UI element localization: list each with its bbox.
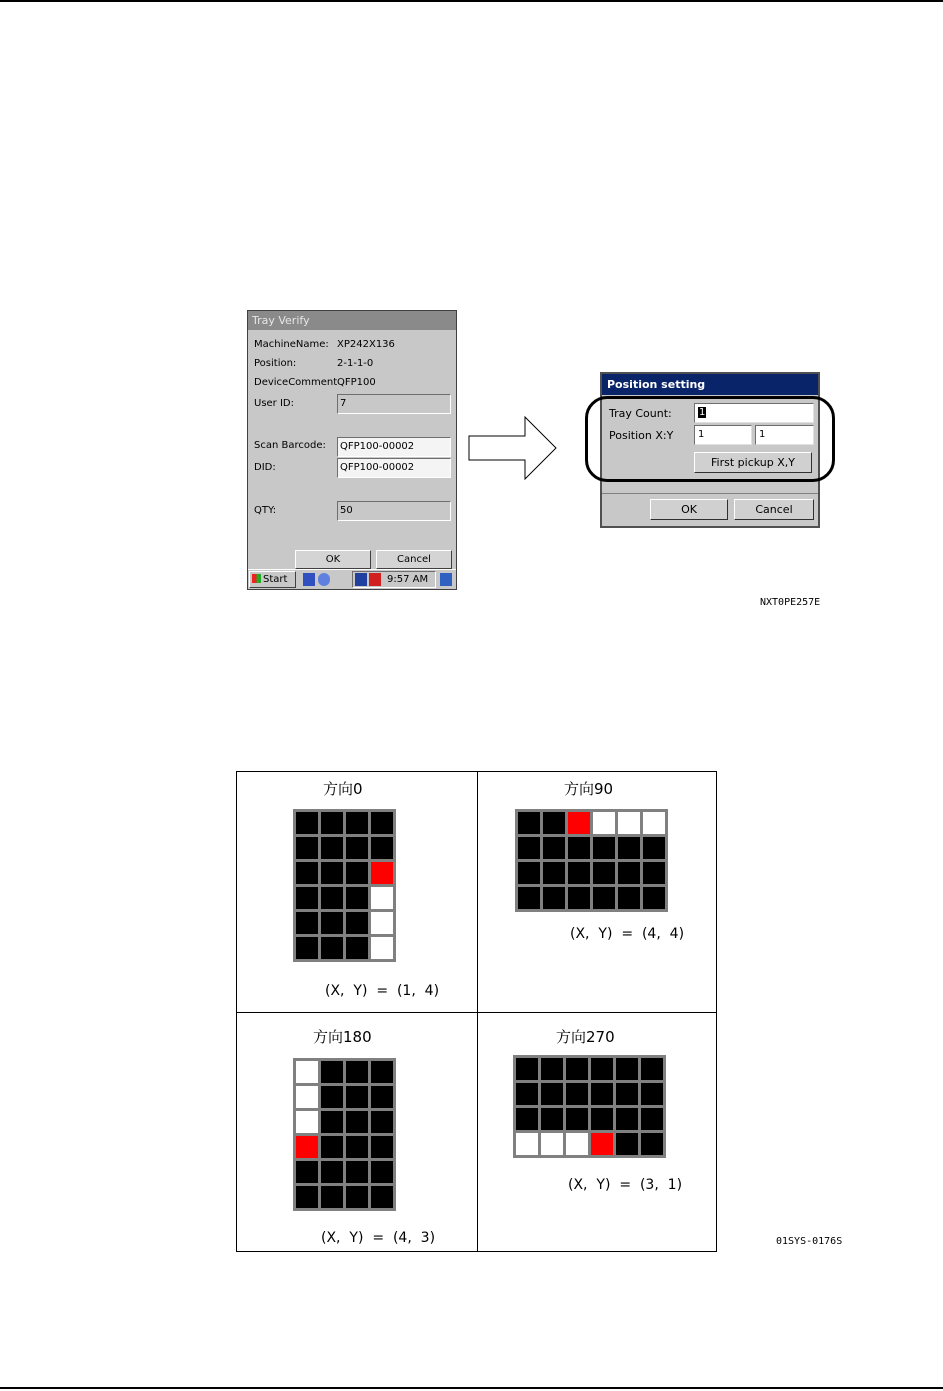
page-bottom-rule xyxy=(0,1387,943,1389)
tray-grid xyxy=(513,1055,666,1158)
filled-cell xyxy=(543,862,565,884)
filled-cell xyxy=(296,837,318,859)
first-pickup-cell xyxy=(591,1133,613,1155)
filled-cell xyxy=(346,912,368,934)
coordinate-label: (X, Y) = (3, 1) xyxy=(568,1177,683,1193)
empty-cell xyxy=(516,1133,538,1155)
start-button[interactable] xyxy=(249,571,296,588)
page-top-rule xyxy=(0,0,943,2)
filled-cell xyxy=(296,1186,318,1208)
filled-cell xyxy=(518,812,540,834)
tray-grid xyxy=(515,809,668,912)
empty-cell xyxy=(371,912,393,934)
coordinate-label: (X, Y) = (4, 4) xyxy=(570,926,685,942)
filled-cell xyxy=(296,937,318,959)
filled-cell xyxy=(346,862,368,884)
filled-cell xyxy=(346,1186,368,1208)
filled-cell xyxy=(371,1111,393,1133)
network-icon[interactable] xyxy=(355,573,367,586)
filled-cell xyxy=(566,1058,588,1080)
scan-barcode-field[interactable]: QFP100-00002 xyxy=(337,437,451,457)
filled-cell xyxy=(296,887,318,909)
device-comment-label: DeviceComment xyxy=(254,377,338,388)
filled-cell xyxy=(346,837,368,859)
filled-cell xyxy=(643,887,665,909)
qty-label: QTY: xyxy=(254,505,277,516)
position-ok-button[interactable]: OK xyxy=(650,499,728,520)
direction-title: 方向0 xyxy=(323,780,363,798)
direction-title: 方向180 xyxy=(313,1028,372,1046)
filled-cell xyxy=(346,1161,368,1183)
first-pickup-button[interactable]: First pickup X,Y xyxy=(694,452,812,473)
filled-cell xyxy=(593,837,615,859)
filled-cell xyxy=(321,937,343,959)
direction-cell xyxy=(237,1012,477,1252)
filled-cell xyxy=(643,862,665,884)
filled-cell xyxy=(518,887,540,909)
filled-cell xyxy=(616,1058,638,1080)
filled-cell xyxy=(346,1136,368,1158)
filled-cell xyxy=(346,1111,368,1133)
direction-cell xyxy=(477,1012,717,1252)
position-value: 2-1-1-0 xyxy=(337,358,374,369)
filled-cell xyxy=(371,1061,393,1083)
filled-cell xyxy=(371,1186,393,1208)
filled-cell xyxy=(296,862,318,884)
filled-cell xyxy=(616,1083,638,1105)
filled-cell xyxy=(593,887,615,909)
position-setting-title: Position setting xyxy=(602,374,818,395)
first-pickup-cell xyxy=(371,862,393,884)
filled-cell xyxy=(321,1136,343,1158)
first-pickup-cell xyxy=(568,812,590,834)
filled-cell xyxy=(591,1058,613,1080)
highlight-outline xyxy=(585,396,835,482)
direction-table xyxy=(236,771,717,1252)
filled-cell xyxy=(321,1086,343,1108)
filled-cell xyxy=(518,862,540,884)
filled-cell xyxy=(346,1061,368,1083)
filled-cell xyxy=(518,837,540,859)
filled-cell xyxy=(591,1083,613,1105)
empty-cell xyxy=(541,1133,563,1155)
filled-cell xyxy=(346,887,368,909)
taskbar xyxy=(248,569,456,589)
coordinate-label: (X, Y) = (4, 3) xyxy=(321,1230,436,1246)
scan-barcode-label: Scan Barcode: xyxy=(254,440,326,451)
direction-title: 方向270 xyxy=(556,1028,615,1046)
filled-cell xyxy=(321,887,343,909)
filled-cell xyxy=(618,862,640,884)
position-cancel-button[interactable]: Cancel xyxy=(734,499,814,520)
filled-cell xyxy=(543,837,565,859)
filled-cell xyxy=(593,862,615,884)
filled-cell xyxy=(321,1111,343,1133)
filled-cell xyxy=(641,1058,663,1080)
first-pickup-cell xyxy=(296,1136,318,1158)
figure-code-top: NXT0PE257E xyxy=(760,597,821,608)
position-y-field[interactable]: 1 xyxy=(755,425,814,445)
direction-cell xyxy=(237,772,477,1012)
filled-cell xyxy=(516,1058,538,1080)
qty-field[interactable]: 50 xyxy=(337,501,451,521)
tray-grid xyxy=(293,809,396,962)
filled-cell xyxy=(541,1058,563,1080)
filled-cell xyxy=(618,887,640,909)
filled-cell xyxy=(321,912,343,934)
filled-cell xyxy=(321,1186,343,1208)
filled-cell xyxy=(321,837,343,859)
filled-cell xyxy=(321,1061,343,1083)
tray-grid xyxy=(293,1058,396,1211)
user-id-field[interactable]: 7 xyxy=(337,394,451,414)
tray-verify-title: Tray Verify xyxy=(248,311,456,330)
globe-icon[interactable] xyxy=(318,573,330,586)
start-label: Start xyxy=(263,574,288,585)
empty-cell xyxy=(296,1061,318,1083)
filled-cell xyxy=(566,1083,588,1105)
filled-cell xyxy=(371,1136,393,1158)
did-label: DID: xyxy=(254,462,276,473)
arrow-right-icon xyxy=(468,416,558,480)
empty-cell xyxy=(296,1086,318,1108)
position-label: Position: xyxy=(254,358,297,369)
filled-cell xyxy=(346,937,368,959)
filled-cell xyxy=(591,1108,613,1130)
empty-cell xyxy=(593,812,615,834)
figure-code-bottom: 01SYS-0176S xyxy=(776,1236,843,1247)
filled-cell xyxy=(296,912,318,934)
empty-cell xyxy=(371,887,393,909)
filled-cell xyxy=(321,862,343,884)
direction-title: 方向90 xyxy=(564,780,614,798)
filled-cell xyxy=(296,1161,318,1183)
filled-cell xyxy=(618,837,640,859)
filled-cell xyxy=(641,1108,663,1130)
filled-cell xyxy=(346,1086,368,1108)
user-id-label: User ID: xyxy=(254,398,294,409)
app-icon[interactable] xyxy=(303,573,315,586)
filled-cell xyxy=(543,812,565,834)
tray-count-value: 1 xyxy=(699,407,706,418)
filled-cell xyxy=(641,1133,663,1155)
machine-name-label: MachineName: xyxy=(254,339,329,350)
empty-cell xyxy=(296,1111,318,1133)
filled-cell xyxy=(616,1108,638,1130)
filled-cell xyxy=(566,1108,588,1130)
filled-cell xyxy=(568,887,590,909)
filled-cell xyxy=(616,1133,638,1155)
filled-cell xyxy=(543,887,565,909)
windows-logo-icon xyxy=(252,574,261,583)
tray-verify-window xyxy=(247,310,457,590)
desktop-icon[interactable] xyxy=(440,573,452,586)
tray-verify-cancel-button[interactable]: Cancel xyxy=(376,550,452,569)
filled-cell xyxy=(371,1161,393,1183)
clock-label: 9:57 AM xyxy=(387,574,429,585)
empty-cell xyxy=(643,812,665,834)
direction-cell xyxy=(477,772,717,1012)
device-comment-value: QFP100 xyxy=(337,377,376,388)
filled-cell xyxy=(568,837,590,859)
empty-cell xyxy=(618,812,640,834)
filled-cell xyxy=(516,1083,538,1105)
filled-cell xyxy=(541,1083,563,1105)
filled-cell xyxy=(321,1161,343,1183)
empty-cell xyxy=(371,937,393,959)
filled-cell xyxy=(321,812,343,834)
tray-count-label: Tray Count: xyxy=(609,407,672,420)
machine-name-value: XP242X136 xyxy=(337,339,395,350)
empty-cell xyxy=(566,1133,588,1155)
filled-cell xyxy=(346,812,368,834)
filled-cell xyxy=(371,837,393,859)
filled-cell xyxy=(296,812,318,834)
filled-cell xyxy=(541,1108,563,1130)
position-xy-label: Position X:Y xyxy=(609,429,674,442)
coordinate-label: (X, Y) = (1, 4) xyxy=(325,983,440,999)
disconnected-icon[interactable] xyxy=(369,573,381,586)
filled-cell xyxy=(516,1108,538,1130)
filled-cell xyxy=(568,862,590,884)
dialog-separator xyxy=(602,493,818,494)
filled-cell xyxy=(643,837,665,859)
position-x-field[interactable]: 1 xyxy=(694,425,752,445)
did-field[interactable]: QFP100-00002 xyxy=(337,458,451,478)
filled-cell xyxy=(371,812,393,834)
tray-verify-ok-button[interactable]: OK xyxy=(295,550,371,569)
filled-cell xyxy=(371,1086,393,1108)
filled-cell xyxy=(641,1083,663,1105)
